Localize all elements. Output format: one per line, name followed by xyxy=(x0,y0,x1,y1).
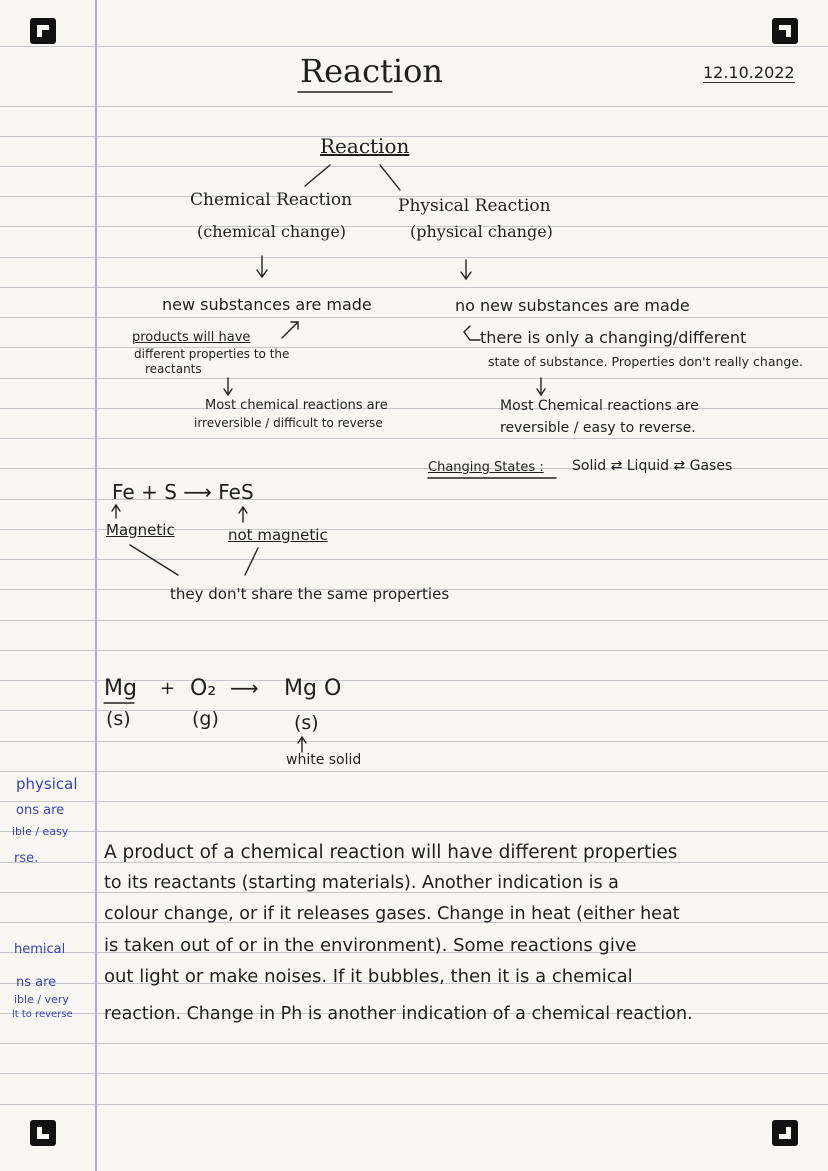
curved-arrow-icon xyxy=(282,322,298,338)
down-arrow-icon xyxy=(461,260,471,279)
physical-line4b: reversible / easy to reverse. xyxy=(500,420,696,436)
ruled-line xyxy=(0,559,828,560)
down-arrow-icon xyxy=(257,256,267,277)
up-arrow-icon xyxy=(239,507,247,522)
chemical-line2a: Most chemical reactions are xyxy=(205,398,388,413)
chemical-line2b: irreversible / difficult to reverse xyxy=(194,416,383,430)
eq2-plus: + xyxy=(160,678,176,699)
ruled-line xyxy=(0,620,828,621)
chemical-line1: new substances are made xyxy=(162,295,372,314)
scan-marker-icon xyxy=(772,1120,798,1146)
paragraph-line: A product of a chemical reaction will have different properties xyxy=(104,842,678,863)
label-not-magnetic: not magnetic xyxy=(228,526,328,544)
eq2-mg-state: (s) xyxy=(106,708,131,730)
eq2-o2-state: (g) xyxy=(192,708,219,730)
margin-note: ons are xyxy=(16,803,65,818)
converge-line xyxy=(245,548,258,575)
page-title: Reaction xyxy=(300,52,443,90)
ruled-line xyxy=(0,347,828,348)
margin-note: hemical xyxy=(14,942,66,957)
ruled-line xyxy=(0,741,828,742)
fe-conclusion: they don't share the same properties xyxy=(170,585,450,603)
eq2-mg: Mg xyxy=(104,676,137,701)
label-magnetic: Magnetic xyxy=(106,521,175,539)
paragraph-line: colour change, or if it releases gases. Change in heat (either heat xyxy=(104,904,680,924)
ruled-line xyxy=(0,166,828,167)
scan-marker-icon xyxy=(30,1120,56,1146)
margin-note: rse. xyxy=(14,851,39,866)
paragraph-line: out light or make noises. If it bubbles, then it is a chemical xyxy=(104,966,633,987)
ruled-line xyxy=(0,801,828,802)
margin-note: physical xyxy=(16,775,78,793)
eq2-o2: O₂ xyxy=(190,676,217,701)
changing-states-value: Solid ⇄ Liquid ⇄ Gases xyxy=(572,458,733,474)
eq2-mgo: Mg O xyxy=(284,676,342,701)
ruled-line xyxy=(0,1104,828,1105)
chemical-note1: products will have xyxy=(132,330,251,345)
fe-equation: Fe + S ⟶ FeS xyxy=(112,480,254,504)
converge-line xyxy=(130,545,178,575)
changing-states-label: Changing States : xyxy=(428,460,544,475)
chemical-note3: reactants xyxy=(145,362,202,376)
up-arrow-icon xyxy=(112,505,120,518)
margin-note: lt to reverse xyxy=(12,1009,73,1020)
paragraph-line: reaction. Change in Ph is another indication of a chemical reaction. xyxy=(104,1004,693,1024)
chemical-note2: different properties to the xyxy=(134,347,290,361)
physical-line3: state of substance. Properties don't really change. xyxy=(488,354,804,369)
ruled-line xyxy=(0,1043,828,1044)
chemical-title: Chemical Reaction xyxy=(190,190,353,210)
ruled-line xyxy=(0,257,828,258)
hook-arrow-icon xyxy=(464,326,480,340)
ruled-line xyxy=(0,317,828,318)
ruled-line xyxy=(0,771,828,772)
eq2-mgo-state: (s) xyxy=(294,712,319,734)
scan-marker-icon xyxy=(30,18,56,44)
paragraph-line: is taken out of or in the environment). Some reactions give xyxy=(104,935,637,956)
ruled-line xyxy=(0,136,828,137)
ruled-line xyxy=(0,1073,828,1074)
tree-root: Reaction xyxy=(320,134,410,158)
ruled-line xyxy=(0,106,828,107)
ruled-line xyxy=(0,438,828,439)
down-arrow-icon xyxy=(537,378,545,395)
chemical-subtitle: (chemical change) xyxy=(197,222,347,241)
branch-line xyxy=(380,165,400,190)
ruled-line xyxy=(0,378,828,379)
page-date: 12.10.2022 xyxy=(703,63,795,82)
eq2-note: white solid xyxy=(286,752,362,768)
margin-note: ible / very xyxy=(14,993,69,1006)
margin-line xyxy=(95,0,97,1171)
scan-marker-icon xyxy=(772,18,798,44)
down-arrow-icon xyxy=(224,378,232,395)
physical-subtitle: (physical change) xyxy=(410,222,553,241)
margin-note: ns are xyxy=(16,975,57,990)
ruled-line xyxy=(0,287,828,288)
physical-line4a: Most Chemical reactions are xyxy=(500,398,699,414)
up-arrow-icon xyxy=(298,737,306,752)
margin-note: ible / easy xyxy=(12,825,69,838)
physical-line1: no new substances are made xyxy=(455,296,690,315)
physical-title: Physical Reaction xyxy=(398,196,551,216)
physical-line2: there is only a changing/different xyxy=(480,328,747,347)
ruled-line xyxy=(0,46,828,47)
branch-line xyxy=(305,165,330,186)
ruled-line xyxy=(0,408,828,409)
ruled-line xyxy=(0,650,828,651)
paragraph-line: to its reactants (starting materials). Another indication is a xyxy=(104,873,619,893)
ruled-line xyxy=(0,831,828,832)
eq2-arrow: ⟶ xyxy=(230,676,259,700)
